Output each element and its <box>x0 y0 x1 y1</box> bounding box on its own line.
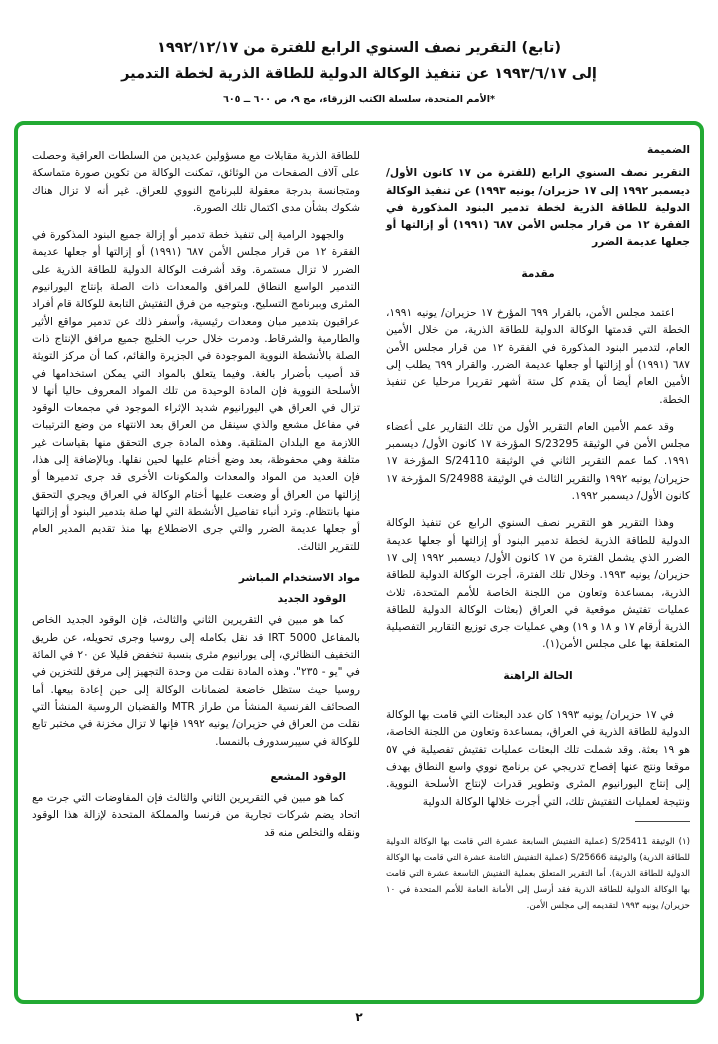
page-number: ٢ <box>355 1010 363 1024</box>
intro-heading: مقدمة <box>521 267 555 280</box>
fresh-fuel-heading: الوقود الجديد <box>277 593 346 606</box>
body-paragraph: والجهود الرامية إلى تنفيذ خطة تدمير أو إزالة جميع البنود المذكورة في الفقرة ١٢ من قرار مجلس الأمن ٦٨٧ (١٩٩١) أو إزالتها أو جعلها عديمة الضرر لا تزال مستمرة. وقد أشرفت الوكالة الدولية للطاقة الذرية على التدمير الواسع النطاق للمرافق والمعدات ذات الصلة بإنتاج اليورانيوم المثرى وببرنامج التسليح. وبتوجيه من فرق التفتيش التابعة للوكالة قام أفراد عراقيون بتدمير مبان ومعدات رئيسية، وأسفر ذلك عن تدمير مواقع الأثير والطارمية والشرقاط. ودمرت خلال حرب الخليج جميع مرافق الإنتاج ذات الصلة بالأنشطة النووية الموجودة في الجزيرة والقائم، كما أن مركز التويثة قد أصيب بأضرار بالغة. وفيما يتعلق بالمواد التي يمكن استخدامها في الأسلحة النووية فإن المادة الوحيدة من تلك المواد المعروف حاليا أنها لا تزال في العراق هي اليورانيوم شديد الإثراء الموجود في مجمعات الوقود في مفاعل مشعع والذي سينقل من العراق بعد الانتهاء من وضع الترتيبات اللازمة مع البلدان المتلقية. وهذه المادة جرى التحقق منها بقياسات غير متلفة وهي محفوظة، بعد وضع أختام عليها لحين نقلها. وبالإضافة إلى هذا، فإن العديد من المواد والمعدات والمكونات الأخرى قد جرى تدميرها أو إزالتها من العراق أو وضعت عليها أختام الوكالة في العراق ويجري التحقق منها بانتظام. وترد أنباء تفاصيل الأنشطة التي لها صلة بتدمير البنود أو إزالتها أو جعلها عديمة الضرر والتي جرى الاضطلاع بها منذ تقديم المدير العام للتقرير الثالث. <box>32 229 360 553</box>
footnote-divider <box>635 821 690 822</box>
footnote: (١) الوثيقة S/25411 (عملية التفتيش السابعة عشرة التي قامت بها الوكالة الدولية للطاقة الذرية) والوثيقة S/25666 (عملية التفتيش الثامنة عشرة التي قامت بها الوكالة الدولية للطاقة الذرية). أما التقرير المتعلق بعملية التفتيش التاسعة عشرة التي قامت بها الوكالة الدولية للطاقة الذرية فقد أرسل إلى الأمانة العامة للأمم المتحدة في ١٠ حزيران/ يونيه ١٩٩٣ لتقديمه إلى مجلس الأمن. <box>386 836 691 911</box>
right-column <box>386 142 690 924</box>
irradiated-fuel-heading: الوقود المشعع <box>270 770 346 783</box>
intro-paragraph: اعتمد مجلس الأمن، بالقرار ٦٩٩ المؤرخ ١٧ حزيران/ يونيه ١٩٩١، الخطة التي قدمتها الوكالة الدولية للطاقة الذرية، من خلال الأمين العام، لتدمير البنود المذكورة في الفقرة ١٢ من قرار مجلس الأمن ٦٨٧ (١٩٩١) أو إزالتها أو جعلها عديمة الضرر. والقرار ٦٩٩ يطلب إلى الأمين العام أيضا أن يقدم كل ستة أشهر تقريرا مرحليا عن تنفيذ الخطة. <box>386 307 690 406</box>
annex-label: الضميمة <box>646 144 690 156</box>
status-paragraph: في ١٧ حزيران/ يونيه ١٩٩٣ كان عدد البعثات التي قامت بها الوكالة الدولية للطاقة الذرية في العراق، بمساعدة وتعاون من اللجنة الخاصة، هو ١٩ بعثة. وقد شملت تلك البعثات عمليات تفتيش تفصيلية في ٥٧ موقعا ونتج عنها إفصاح تدريجي عن برنامج نووي واسع النطاق يهدف إلى إنتاج اليورانيوم المثرى وتطوير قدرات لإنتاج الأسلحة النووية. ونتيجة لعمليات التفتيش تلك، التي أجرت خلالها الوكالة الدولية <box>386 709 690 808</box>
document-title-line-1: (تابع) التقرير نصف السنوي الرابع للفترة من ١٩٩٢/١٢/١٧ <box>156 40 562 56</box>
document-title-line-2: إلى ١٩٩٣/٦/١٧ عن تنفيذ الوكالة الدولية للطاقة الذرية لخطة التدمير <box>121 66 597 82</box>
document-source: *الأمم المتحدة، سلسلة الكتب الزرقاء، مج ٩، ص ٦٠٠ ــ ٦٠٥ <box>223 94 495 105</box>
left-column <box>32 148 360 852</box>
intro-paragraph: وقد عمم الأمين العام التقرير الأول من تلك التقارير على أعضاء مجلس الأمن في الوثيقة S/23295 المؤرخة ١٧ كانون الأول/ ديسمبر ١٩٩١. كما عمم التقرير الثاني في الوثيقة S/24110 المؤرخة ١٧ حزيران/ يونيه ١٩٩٢ والتقرير الثالث في الوثيقة S/24988 المؤرخة ١٧ كانون الأول/ ديسمبر ١٩٩٢. <box>386 420 690 503</box>
body-paragraph: للطاقة الذرية مقابلات مع مسؤولين عديدين من السلطات العراقية وحصلت على آلاف الصفحات من الوثائق، تمكنت الوكالة من تكوين صورة متماسكة ومتجانسة بدرجة معقولة للبرنامج النووي للعراق. غير أنه لا تزال هناك شكوك بشأن مدى اكتمال تلك الصورة. <box>32 150 360 214</box>
fresh-fuel-paragraph: كما هو مبين في التقريرين الثاني والثالث، فإن الوقود الجديد الخاص بالمفاعل IRT 5000 قد نقل بكامله إلى روسيا وجرى تحويله، عن طريق التخفيف النظائري، إلى يورانيوم مثرى بنسبة تنخفض قليلا عن ٢٠ في المائة في "يو - ٢٣٥". وهذه المادة نقلت من وحدة التجهيز إلى مرفق للتخزين في روسيا حيث ستظل خاضعة لضمانات الوكالة إلى حين إعادة بيعها. أما الصحائف الفرنسية المنشأ من طراز MTR والقضبان الروسية المنشأ التي نقلت من العراق في حزيران/ يونيه ١٩٩٢ فإنها لا تزال مخزنة في مختبر تابع للوكالة في سيبرسدورف بالنمسا. <box>32 614 361 748</box>
irradiated-fuel-paragraph: كما هو مبين في التقريرين الثاني والثالث فإن المفاوضات التي جرت مع اتحاد يضم شركات تجارية من فرنسا والمملكة المتحدة لإزالة هذا الوقود ونقله والتخلص منه قد <box>32 792 360 839</box>
status-heading: الحالة الراهنة <box>503 669 573 682</box>
intro-paragraph: وهذا التقرير هو التقرير نصف السنوي الرابع عن تنفيذ الوكالة الدولية للطاقة الذرية لخطة تدمير البنود أو إزالتها أو جعلها عديمة الضرر الذي يشمل الفترة من ١٧ كانون الأول/ ديسمبر ١٩٩٢ إلى ١٧ حزيران/ يونيه ١٩٩٣. وخلال تلك الفترة، أجرت الوكالة الدولية للطاقة الذرية، بمساعدة وتعاون من اللجنة الخاصة للأمم المتحدة، ثلاث عمليات تفتيش موقعية في العراق (بعثات الوكالة الدولية للطاقة الذرية أرقام ١٧ و ١٨ و ١٩) وهي عمليات جرى توزيع التقارير التفصيلية المتعلقة بها على مجلس الأمن(١). <box>386 517 690 651</box>
section-heading: مواد الاستخدام المباشر <box>238 571 360 584</box>
annex-title: التقرير نصف السنوي الرابع (للفترة من ١٧ كانون الأول/ ديسمبر ١٩٩٢ إلى ١٧ حزيران/ يونيه ١٩٩٣) عن تنفيذ الوكالة الدولية للطاقة الذرية لخطة تدمير البنود المذكورة في الفقرة ١٢ من قرار مجلس الأمن ٦٨٧ (١٩٩١) أو إزالتها أو جعلها عديمة الضرر <box>386 167 690 249</box>
